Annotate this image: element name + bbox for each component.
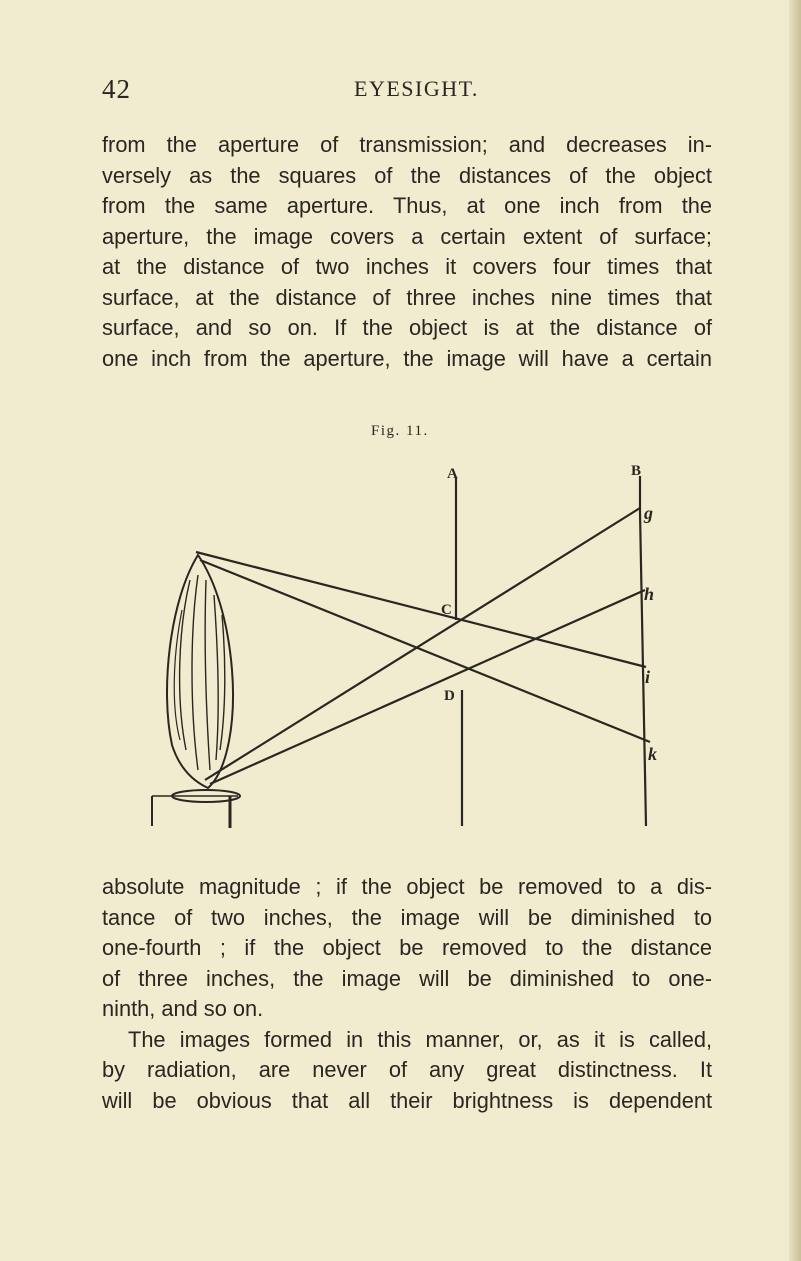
label-b: B bbox=[631, 463, 642, 479]
label-h: h bbox=[644, 584, 655, 604]
label-g: g bbox=[644, 503, 653, 523]
label-i: i bbox=[645, 667, 651, 687]
running-head: EYESIGHT. bbox=[354, 76, 479, 101]
text-line: of three inches, the image will be diminished to one- bbox=[102, 965, 712, 991]
text-line: one-fourth ; if the object be removed to the distance bbox=[102, 935, 712, 960]
text-line: by radiation, are never of any great distinctness. It bbox=[102, 1057, 712, 1082]
text-line: surface, and so on. If the object is at the distance of bbox=[102, 315, 712, 340]
label-k: k bbox=[648, 744, 657, 764]
text-line: will be obvious that all their brightness is dependent bbox=[102, 1087, 712, 1113]
figure-caption: Fig. 11. bbox=[371, 423, 429, 439]
paragraph-2 bbox=[102, 872, 712, 1116]
text-line: absolute magnitude ; if the object be removed to a dis- bbox=[102, 874, 712, 899]
candle-flame-icon bbox=[152, 555, 240, 828]
text-line: one inch from the aperture, the image will have a certain bbox=[102, 345, 712, 371]
text-line: aperture, the image covers a certain extent of surface; bbox=[102, 223, 712, 249]
ray-bottom-to-g bbox=[205, 508, 640, 780]
text-line: at the distance of two inches it covers four times that bbox=[102, 254, 712, 279]
text-line: The images formed in this manner, or, as it is called, bbox=[128, 1026, 712, 1052]
text-line: tance of two inches, the image will be diminished to bbox=[102, 904, 712, 930]
page-number: 42 bbox=[102, 74, 131, 104]
label-a: A bbox=[447, 466, 458, 482]
label-c: C bbox=[441, 602, 452, 618]
label-d: D bbox=[444, 688, 455, 704]
ray-bottom-to-h bbox=[210, 590, 645, 784]
text-line: ninth, and so on. bbox=[102, 996, 264, 1021]
text-line: from the aperture of transmission; and decreases in- bbox=[102, 132, 712, 157]
text-line: surface, at the distance of three inches nine times that bbox=[102, 284, 712, 310]
text-line: from the same aperture. Thus, at one inch from the bbox=[102, 193, 712, 218]
text-line: versely as the squares of the distances of the object bbox=[102, 162, 712, 188]
